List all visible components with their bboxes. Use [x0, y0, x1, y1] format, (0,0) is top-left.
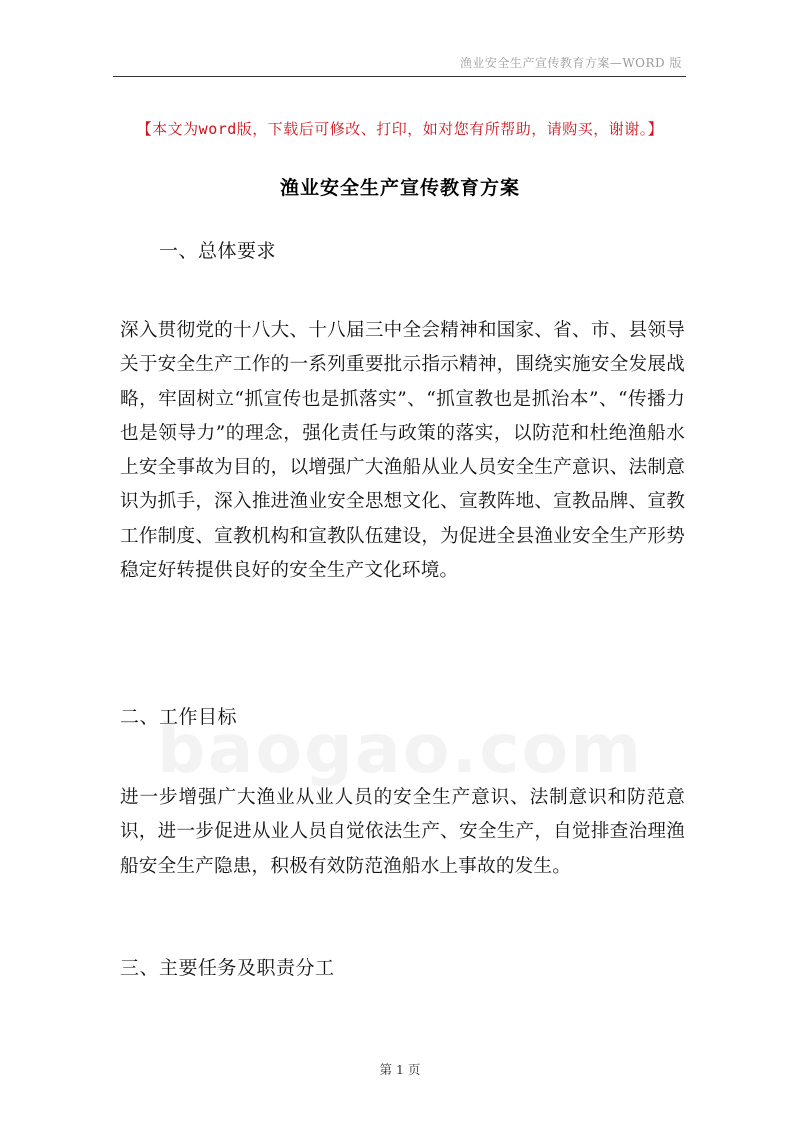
- header-divider: [113, 76, 686, 77]
- running-header: 渔业安全生产宣传教育方案—WORD 版: [459, 56, 682, 70]
- section-body-general-requirements: 深入贯彻党的十八大、十八届三中全会精神和国家、省、市、县领导关于安全生产工作的一系列重要批示指示精神，围绕实施安全发展战略，牢固树立“抓宣传也是抓落实”、“抓宣教也是抓治本”、“传播力也是领导力”的理念，强化责任与政策的落实，以防范和杜绝渔船水上安全事故为目的，以增强广大渔船从业人员安全生产意识、法制意识为抓手，深入推进渔业安全思想文化、宣教阵地、宣教品牌、宣教工作制度、宣教机构和宣教队伍建设，为促进全县渔业安全生产形势稳定好转提供良好的安全生产文化环境。: [120, 320, 685, 582]
- download-notice: 【本文为word版，下载后可修改、打印，如对您有所帮助，请购买，谢谢。】: [136, 120, 664, 138]
- section-heading-general-requirements: 一、总体要求: [159, 240, 277, 262]
- section-body-work-goals: 进一步增强广大渔业从业人员的安全生产意识、法制意识和防范意识，进一步促进从业人员自觉依法生产、安全生产，自觉排查治理渔船安全生产隐患，积极有效防范渔船水上事故的发生。: [120, 787, 685, 877]
- document-title: 渔业安全生产宣传教育方案: [279, 177, 520, 199]
- section-heading-work-goals: 二、工作目标: [120, 706, 238, 728]
- page-number: 第 1 页: [379, 1062, 421, 1077]
- section-heading-main-tasks: 三、主要任务及职责分工: [120, 957, 335, 979]
